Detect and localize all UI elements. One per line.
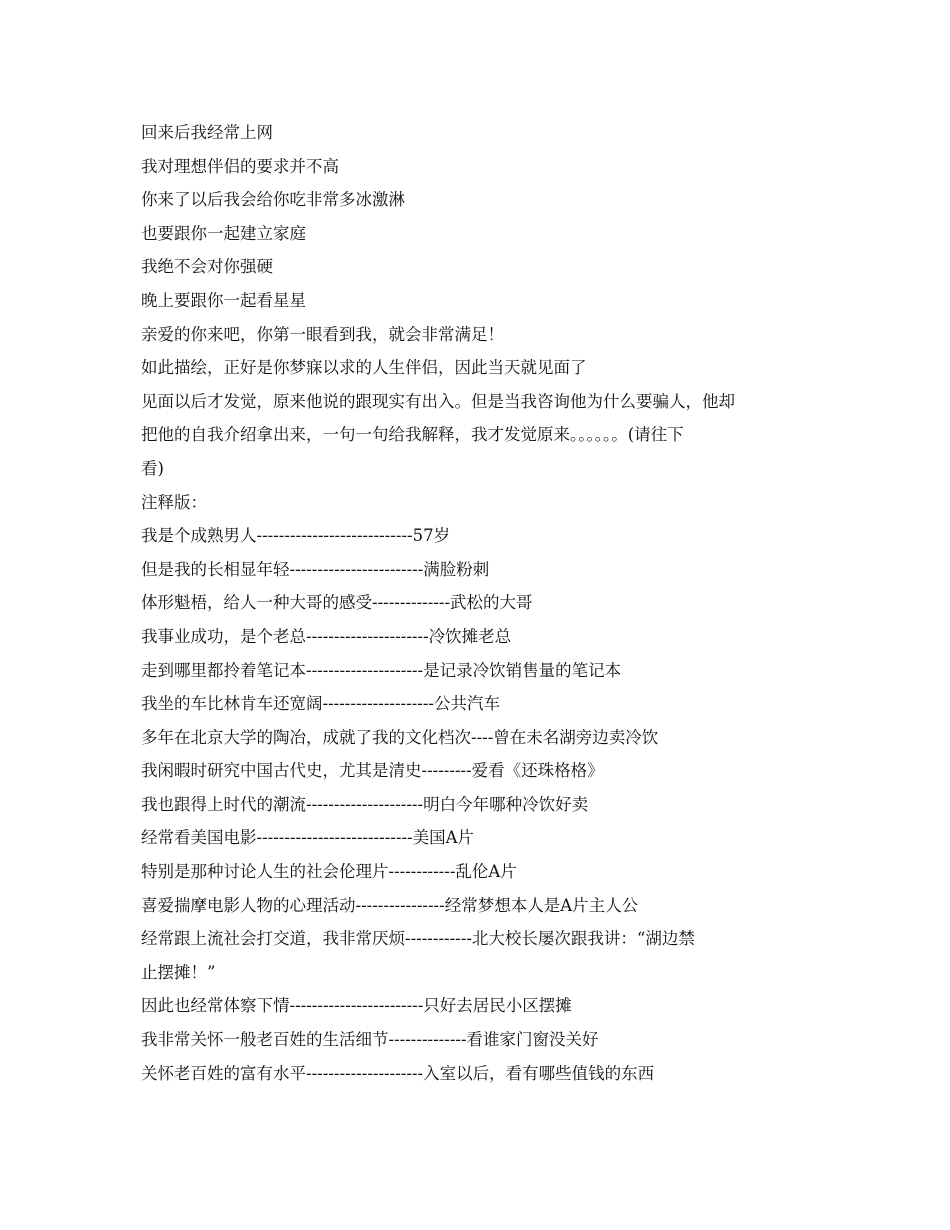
annotation-line: 走到哪里都拎着笔记本---------------------是记录冷饮销售量的笔记本 — [141, 660, 622, 680]
text-line: 把他的自我介绍拿出来，一句一句给我解释，我才发觉原来。。。。。。(请往下 — [141, 425, 684, 445]
text-line: 回来后我经常上网 — [141, 123, 273, 142]
annotation-line: 因此也经常体察下情------------------------只好去居民小区摆摊 — [141, 996, 572, 1016]
text-line: 如此描绘，正好是你梦寐以求的人生伴侣，因此当天就见面了 — [141, 358, 587, 378]
text-line: 我对理想伴侣的要求并不高 — [141, 156, 339, 176]
annotation-line: 我事业成功，是个老总----------------------冷饮摊老总 — [141, 626, 512, 646]
text-line: 见面以后才发觉，原来他说的跟现实有出入。但是当我咨询他为什么要骗人，他却 — [141, 391, 735, 411]
annotation-line: 我非常关怀一般老百姓的生活细节--------------看谁家门窗没关好 — [141, 1030, 599, 1050]
text-line: 晚上要跟你一起看星星 — [141, 290, 306, 310]
text-line: 亲爱的你来吧，你第一眼看到我，就会非常满足！ — [141, 324, 504, 344]
text-line: 你来了以后我会给你吃非常多冰激淋 — [141, 190, 405, 210]
document-page — [141, 116, 821, 1090]
annotation-line: 多年在北京大学的陶冶，成就了我的文化档次----曾在未名湖旁边卖冷饮 — [141, 727, 659, 747]
annotation-line: 体形魁梧，给人一种大哥的感受--------------武松的大哥 — [141, 593, 533, 613]
annotation-line: 但是我的长相显年轻------------------------满脸粉刺 — [141, 559, 490, 579]
annotation-line: 经常跟上流社会打交道，我非常厌烦------------北大校长屡次跟我讲：“湖边禁 — [141, 929, 695, 949]
annotation-line: 我也跟得上时代的潮流---------------------明白今年哪种冷饮好卖 — [141, 794, 589, 814]
annotation-line: 止摆摊！” — [141, 962, 216, 982]
annotation-line: 喜爱揣摩电影人物的心理活动----------------经常梦想本人是A片主人公 — [141, 895, 639, 915]
text-line: 看) — [141, 458, 164, 478]
text-line: 我绝不会对你强硬 — [141, 257, 273, 277]
annotation-line: 经常看美国电影----------------------------美国A片 — [141, 828, 475, 848]
annotation-line: 特别是那种讨论人生的社会伦理片------------乱伦A片 — [141, 862, 517, 882]
annotation-line: 关怀老百姓的富有水平---------------------入室以后，看有哪些值钱的东西 — [141, 1063, 655, 1083]
annotation-line: 我坐的车比林肯车还宽阔--------------------公共汽车 — [141, 694, 501, 714]
text-line: 也要跟你一起建立家庭 — [141, 223, 306, 243]
section-heading: 注释版： — [141, 492, 207, 512]
annotation-line: 我闲暇时研究中国古代史，尤其是清史---------爱看《还珠格格》 — [141, 761, 604, 781]
annotation-line: 我是个成熟男人----------------------------57岁 — [141, 526, 451, 546]
